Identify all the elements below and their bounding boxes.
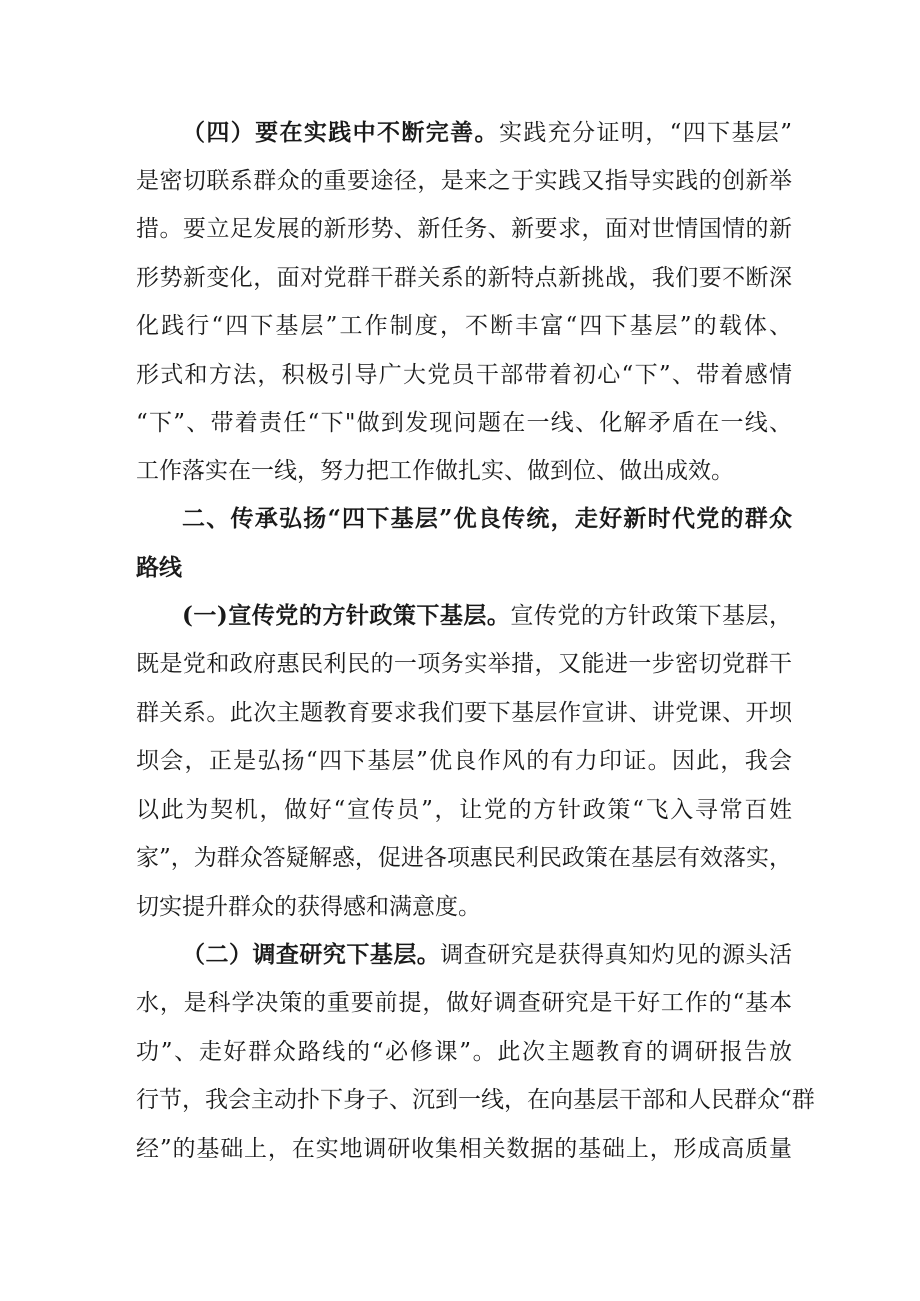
paragraph-2-line-6: 家”，为群众答疑解惑，促进各项惠民利民政策在基层有效落实， <box>136 845 792 871</box>
paragraph-1-line-3: 措。要立足发展的新形势、新任务、新要求，面对世情国情的新 <box>136 216 792 242</box>
paragraph-1-text: 实践充分证明，“四下基层” <box>498 120 792 146</box>
paragraph-3-text: 调查研究是获得真知灼见的源头活 <box>440 942 793 968</box>
paragraph-1-line-1 <box>182 119 792 147</box>
paragraph-1-line-5: 化践行“四下基层”工作制度，不断丰富“四下基层”的载体、 <box>136 313 792 339</box>
paragraph-3-line-1 <box>182 941 792 969</box>
paragraph-1-line-7: “下”、带着责任“下"做到发现问题在一线、化解矛盾在一线、 <box>136 410 792 436</box>
paragraph-2-text: 宣传党的方针政策下基层， <box>510 603 793 629</box>
paragraph-1-line-4: 形势新变化，面对党群干群关系的新特点新挑战，我们要不断深 <box>136 265 792 291</box>
section-heading-line-2: 路线 <box>136 554 182 581</box>
paragraph-2-line-4: 坝会，正是弘扬“四下基层”优良作风的有力印证。因此，我会 <box>136 748 792 774</box>
paragraph-3-lead: （二）调查研究下基层。 <box>182 941 441 968</box>
paragraph-3-line-5: 经”的基础上，在实地调研收集相关数据的基础上，形成高质量 <box>136 1136 792 1162</box>
paragraph-3-line-2: 水，是科学决策的重要前提，做好调查研究是干好工作的“基本 <box>136 990 792 1016</box>
paragraph-2-line-1 <box>182 602 792 630</box>
paragraph-2-line-2: 既是党和政府惠民利民的一项务实举措，又能进一步密切党群干 <box>136 651 792 677</box>
paragraph-2-line-5: 以此为契机，做好“宣传员”，让党的方针政策“飞入寻常百姓 <box>136 797 792 823</box>
paragraph-2-lead: (一)宣传党的方针政策下基层。 <box>182 602 511 629</box>
paragraph-1-line-2: 是密切联系群众的重要途径，是来之于实践又指导实践的创新举 <box>136 168 792 194</box>
paragraph-1-lead: （四）要在实践中不断完善。 <box>182 119 499 146</box>
paragraph-2-line-3: 群关系。此次主题教育要求我们要下基层作宣讲、讲党课、开坝 <box>136 700 792 726</box>
paragraph-1-line-6: 形式和方法，积极引导广大党员干部带着初心“下”、带着感情 <box>136 362 792 388</box>
paragraph-1-line-8: 工作落实在一线，努力把工作做扎实、做到位、做出成效。 <box>136 458 734 484</box>
paragraph-3-line-3: 功”、走好群众路线的“必修课”。此次主题教育的调研报告放 <box>136 1039 792 1065</box>
paragraph-3-line-4: 行节，我会主动扑下身子、沉到一线，在向基层干部和人民群众“群 <box>136 1087 815 1113</box>
paragraph-2-line-7: 切实提升群众的获得感和满意度。 <box>136 894 481 920</box>
section-heading-line-1: 二、传承弘扬“四下基层”优良传统，走好新时代党的群众 <box>182 505 792 532</box>
